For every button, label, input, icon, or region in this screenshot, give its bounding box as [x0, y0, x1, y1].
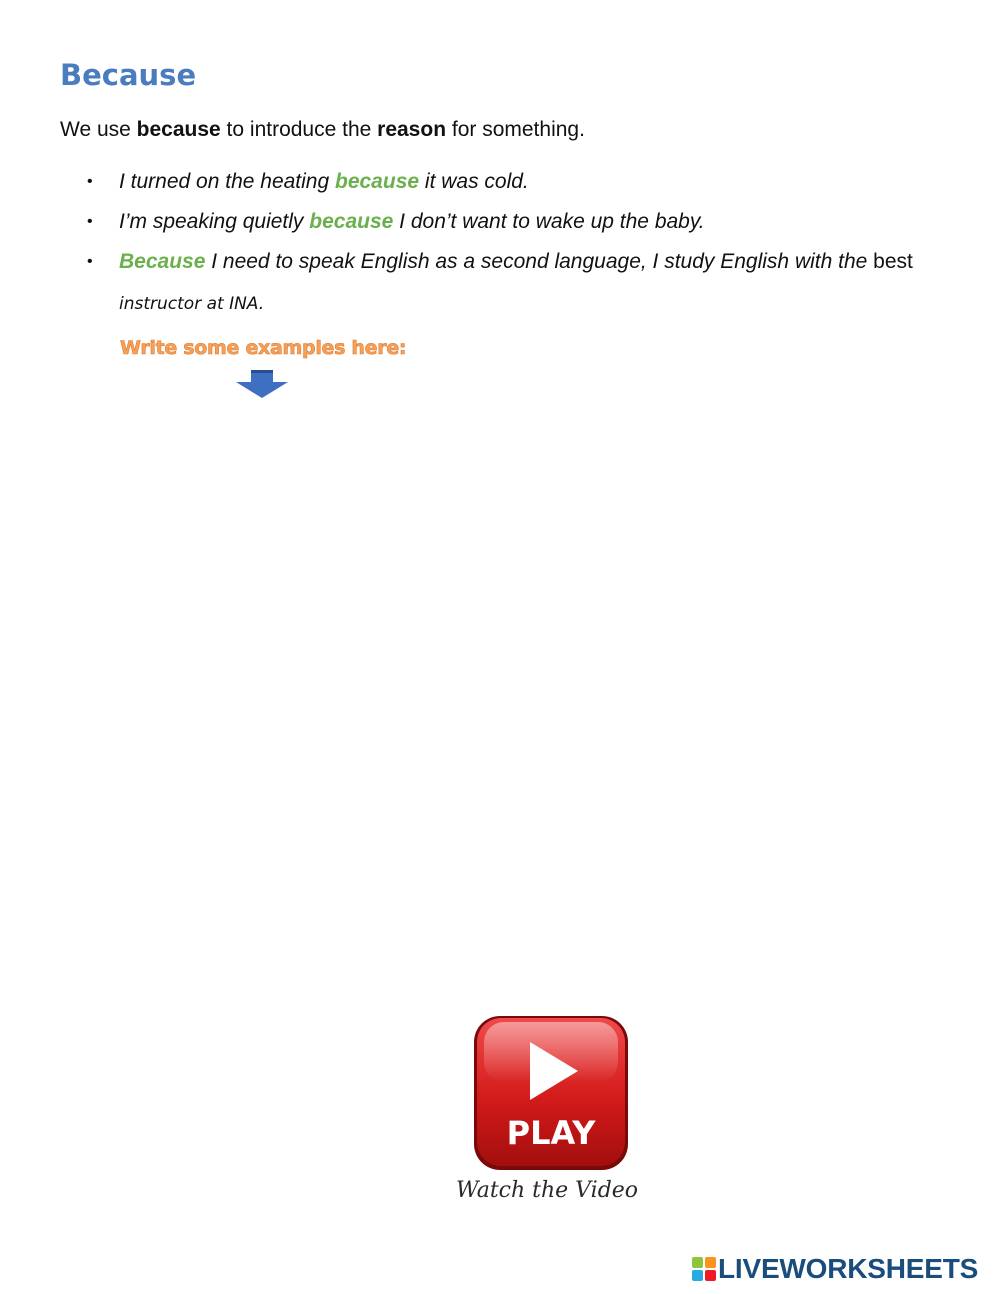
- brand-name: LIVEWORKSHEETS: [718, 1253, 979, 1284]
- write-examples-prompt: Write some examples here:: [120, 337, 407, 359]
- play-icon: [470, 1012, 632, 1174]
- play-video-button[interactable]: [470, 1012, 632, 1174]
- example-3-after: I need to speak English as a second language, I study English with the: [205, 250, 874, 273]
- example-2-keyword: because: [309, 210, 394, 233]
- intro-text-3: for something.: [446, 118, 585, 141]
- example-3-tail: instructor at INA.: [119, 294, 265, 314]
- liveworksheets-logo-icon: [692, 1257, 716, 1281]
- example-2-after: I don’t want to wake up the baby.: [393, 210, 705, 233]
- example-item-3: [0, 242, 1000, 324]
- example-item-1: [0, 162, 1000, 202]
- example-3-best: best: [873, 250, 913, 273]
- liveworksheets-brand: [692, 1252, 978, 1286]
- page-title: Because: [60, 58, 197, 92]
- play-label: PLAY: [506, 1114, 596, 1152]
- example-list: [0, 162, 1000, 324]
- intro-text-1: We use: [60, 118, 137, 141]
- example-2-before: I’m speaking quietly: [119, 210, 310, 233]
- watch-video-caption[interactable]: Watch the Video: [456, 1178, 639, 1203]
- intro-bold-reason: reason: [377, 118, 447, 141]
- intro-bold-because: because: [136, 118, 221, 141]
- example-item-2: [0, 202, 1000, 242]
- example-1-before: I turned on the heating: [119, 170, 335, 193]
- intro-text-2: to introduce the: [220, 118, 378, 141]
- intro-sentence: [60, 118, 585, 142]
- example-1-keyword: because: [335, 170, 420, 193]
- example-1-after: it was cold.: [419, 170, 529, 193]
- down-arrow-icon: [236, 370, 288, 398]
- example-3-keyword: Because: [119, 250, 206, 273]
